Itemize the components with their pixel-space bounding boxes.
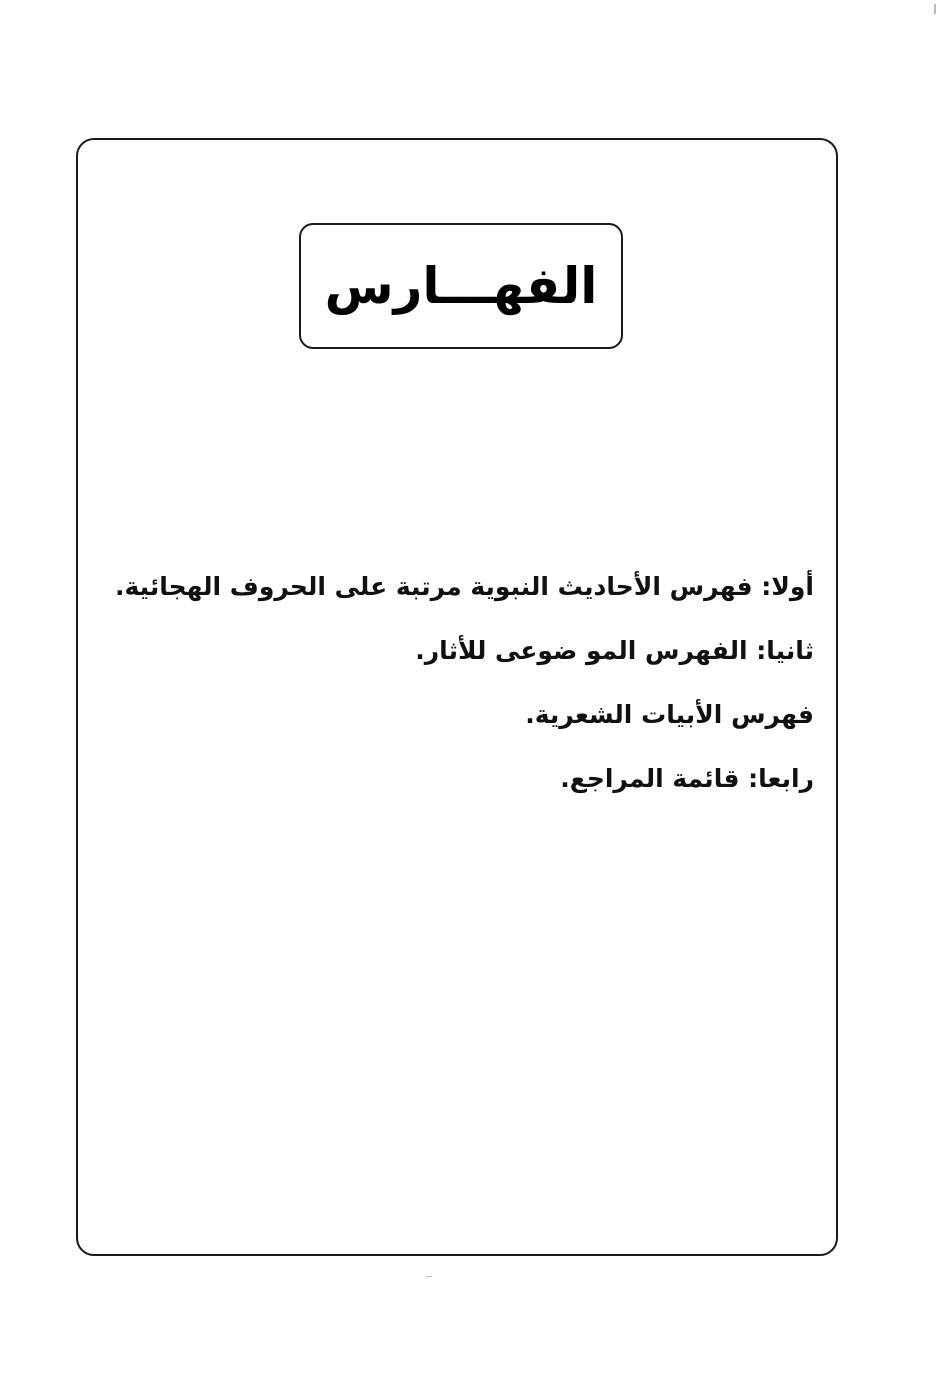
contents-item-references-list: رابعا: قائمة المراجع. <box>560 764 814 793</box>
page-title: الفهـــارس <box>324 257 598 315</box>
scan-artifact-mark <box>934 4 936 14</box>
contents-item-hadith-index: أولا: فهرس الأحاديث النبوية مرتبة على الحروف الهجائية. <box>114 572 814 601</box>
scan-artifact-mark <box>426 1276 432 1277</box>
contents-list <box>114 572 814 828</box>
contents-item-poetry-index: فهرس الأبيات الشعرية. <box>525 700 814 729</box>
title-box <box>299 223 623 349</box>
contents-item-subject-index: ثانيا: الفهرس المو ضوعى للأثار. <box>415 636 814 665</box>
